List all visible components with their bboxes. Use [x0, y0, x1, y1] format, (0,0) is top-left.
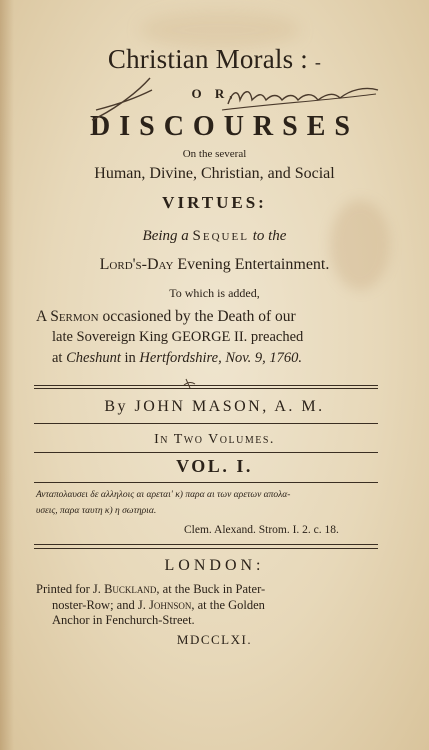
imprint-line-2: noster-Row; and J. Johnson, at the Golden: [52, 598, 265, 612]
book-title: Christian Morals : -: [107, 44, 322, 74]
entertainment-line: Lord's-Day Evening Entertainment.: [99, 256, 330, 273]
greek-epigraph-line-2: υσεις, παρα ταυτη κ) η σωτηρια.: [36, 506, 157, 516]
imprint-line-1: Printed for J. Buckland, at the Buck in Pater-: [36, 582, 266, 596]
or-line: O R,: [191, 86, 238, 101]
discourses-heading: DISCOURSES: [90, 111, 359, 142]
sermon-line-1: A Sermon occasioned by the Death of our: [36, 308, 296, 325]
on-the-several-line: On the several: [182, 148, 247, 160]
added-line: To which is added,: [169, 286, 260, 300]
author-line: By JOHN MASON, A. M.: [104, 398, 325, 415]
greek-epigraph-line-1: Ανταπολαυσει δε αλληλοις αι αρεται' κ) παρα αι των αρετων απολα-: [36, 490, 291, 500]
two-volumes-line: In Two Volumes.: [154, 432, 275, 447]
sermon-line-3: at Cheshunt in Hertfordshire, Nov. 9, 1760.: [52, 350, 302, 366]
volume-number: VOL. I.: [176, 456, 253, 476]
imprint-year: MDCCLXI.: [176, 632, 253, 647]
sequel-line: Being a Sequel to the: [142, 228, 287, 244]
epigraph-citation: Clem. Alexand. Strom. I. 2. c. 18.: [184, 524, 339, 536]
sermon-line-2: late Sovereign King GEORGE II. preached: [52, 329, 304, 345]
virtues-types-line: Human, Divine, Christian, and Social: [94, 165, 335, 182]
imprint-line-3: Anchor in Fenchurch-Street.: [52, 613, 195, 627]
virtues-heading: VIRTUES:: [162, 193, 267, 212]
imprint-city: LONDON:: [164, 557, 265, 574]
